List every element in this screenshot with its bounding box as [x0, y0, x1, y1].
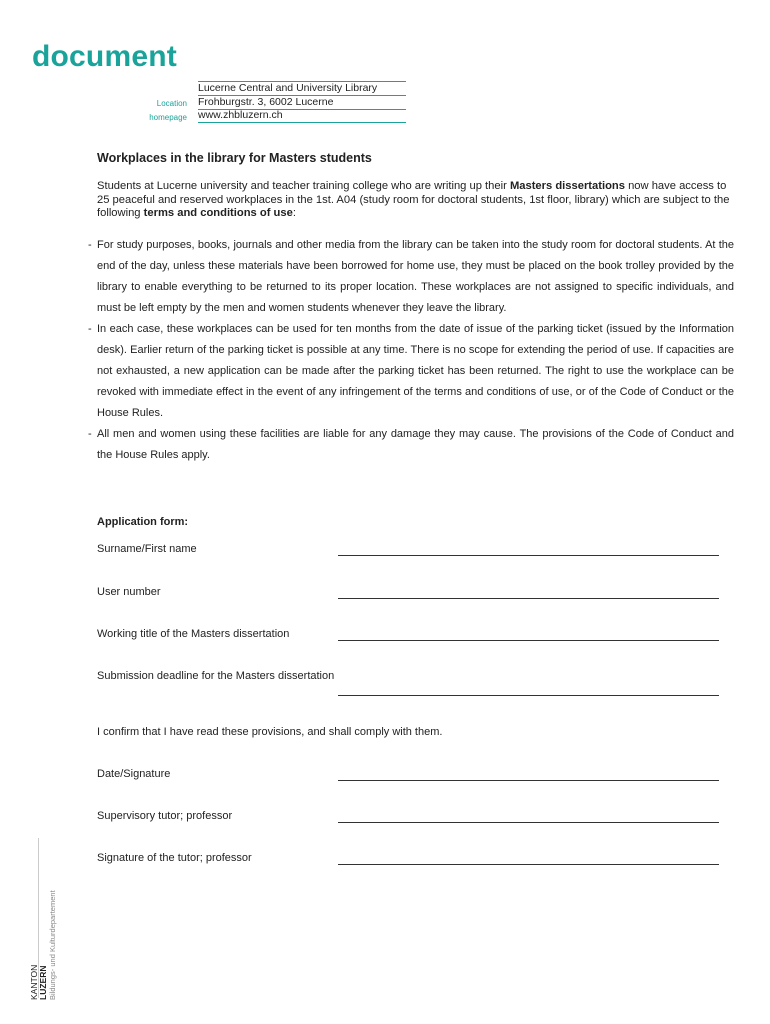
surname-field[interactable]: [338, 555, 719, 556]
emblem-line-3: Bildungs- und Kulturdepartement: [48, 890, 57, 1000]
intro-bold-2: terms and conditions of use: [143, 207, 293, 220]
date-signature-field[interactable]: [338, 780, 719, 781]
canton-emblem: [30, 888, 70, 1000]
emblem-line-2: LUZERN: [38, 965, 48, 1000]
confirm-statement: I confirm that I have read these provisions, and shall comply with them.: [97, 726, 443, 738]
deadline-field[interactable]: [338, 695, 719, 696]
location-label: Location: [156, 99, 187, 108]
terms-item: - In each case, these workplaces can be used for ten months from the date of issue of the parking ticket (issued by the Information desk). Earlier return of the parking ticket is possible at any time. There is no scope for extending the period of use. If capacities are not exhausted, a new application can be made after the parking ticket has been returned. The right to use the workplace can be revoked with immediate effect in the event of any infringement of the terms and conditions of use, or of the Code of Conduct or the House Rules.: [88, 323, 734, 419]
homepage-value[interactable]: www.zhbluzern.ch: [198, 109, 406, 123]
tutor-signature-label: Signature of the tutor; professor: [97, 852, 252, 864]
intro-paragraph: [97, 180, 734, 221]
supervisory-tutor-label: Supervisory tutor; professor: [97, 810, 233, 822]
homepage-label: homepage: [149, 113, 187, 122]
intro-text-1: Students at Lucerne university and teacher training college who are writing up their: [97, 180, 510, 192]
deadline-label: Submission deadline for the Masters dissertation: [97, 670, 335, 682]
intro-text-2: now have access to 25 peaceful and reserved workplaces in the 1st. A04 (study room for doctoral students, 1st floor, library) which are subject to the following: [97, 180, 730, 220]
terms-item-text: In each case, these workplaces can be used for ten months from the date of issue of the parking ticket (issued by the Information desk). Earlier return of the parking ticket is possible at any time. There is no scope for extending the period of use. If capacities are not exhausted, a new application can be made after the parking ticket has been returned. The right to use the workplace can be revoked with immediate effect in the event of any infringement of the terms and conditions of use, or of the Code of Conduct or the House Rules.: [97, 323, 734, 419]
tutor-signature-field[interactable]: [338, 864, 719, 865]
terms-list: [88, 235, 734, 466]
terms-item-text: For study purposes, books, journals and other media from the library can be taken into the study room for doctoral students. At the end of the day, unless these materials have been borrowed for home use, they must be placed on the book trolley provided by the library to enable everything to be returned to its proper location. These workplaces are not assigned to specific individuals, and must be left empty by the men and women students whenever they leave the library.: [97, 239, 734, 314]
page-title: Workplaces in the library for Masters students: [97, 151, 372, 165]
supervisory-tutor-field[interactable]: [338, 822, 719, 823]
terms-item-text: All men and women using these facilities are liable for any damage they may cause. The provisions of the Code of Conduct and the House Rules apply.: [97, 428, 734, 461]
user-number-field[interactable]: [338, 598, 719, 599]
emblem-line-1: KANTON: [29, 964, 39, 1000]
form-title: Application form:: [97, 516, 189, 528]
org-name: Lucerne Central and University Library: [198, 82, 406, 96]
working-title-label: Working title of the Masters dissertation: [97, 628, 290, 640]
user-number-label: User number: [97, 586, 161, 598]
intro-bold-1: Masters dissertations: [509, 180, 625, 192]
location-value: Frohburgstr. 3, 6002 Lucerne: [198, 96, 406, 110]
date-signature-label: Date/Signature: [97, 768, 171, 780]
document-logo: document: [32, 40, 177, 73]
terms-item: - For study purposes, books, journals and other media from the library can be taken into the study room for doctoral students. At the end of the day, unless these materials have been borrowed for home use, they must be placed on the book trolley provided by the library to enable everything to be returned to its proper location. These workplaces are not assigned to specific individuals, and must be left empty by the men and women students whenever they leave the library.: [88, 239, 734, 314]
intro-text-3: :: [292, 207, 296, 220]
terms-item: - All men and women using these facilities are liable for any damage they may cause. The provisions of the Code of Conduct and the House Rules apply.: [88, 428, 734, 461]
working-title-field[interactable]: [338, 640, 719, 641]
surname-label: Surname/First name: [97, 543, 197, 555]
